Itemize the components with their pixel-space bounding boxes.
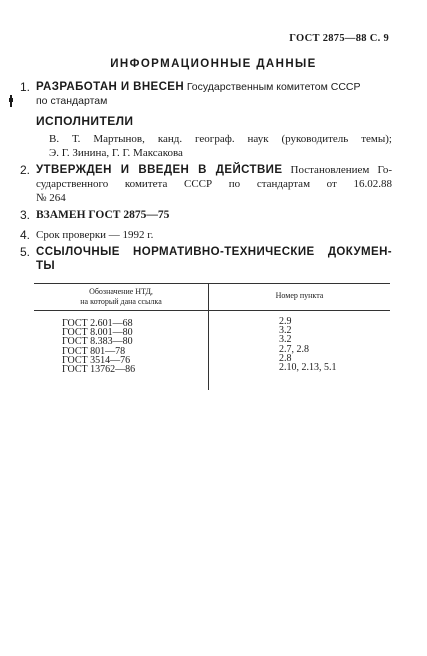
item-text: № 264	[36, 192, 66, 204]
reference-table	[34, 283, 390, 390]
item-number: 3.	[20, 208, 31, 222]
page-header: ГОСТ 2875—88 С. 9	[289, 33, 389, 44]
executors-line: Э. Г. Зинина, Г. Г. Максакова	[49, 147, 183, 159]
table-cell: 3.2	[279, 325, 292, 337]
table-column-document	[62, 319, 202, 374]
item-heading: ТЫ	[36, 260, 56, 272]
table-rule	[34, 310, 390, 311]
table-header-point: Номер пункта	[275, 291, 324, 300]
table-cell: ГОСТ 801—78	[62, 345, 126, 357]
item-number: 5.	[20, 245, 31, 259]
item-number: 1.	[20, 80, 31, 94]
info-executors	[20, 114, 392, 160]
table-cell: ГОСТ 8.383—80	[62, 336, 133, 348]
item-text: сударственного комитета СССР по стандартам от 16.02.88	[36, 178, 392, 190]
page-title: ИНФОРМАЦИОННЫЕ ДАННЫЕ	[110, 58, 317, 70]
table-cell: 2.9	[279, 316, 292, 327]
info-item-5	[20, 245, 392, 273]
margin-mark	[10, 95, 12, 107]
info-item-4	[20, 228, 392, 242]
item-heading: УТВЕРЖДЕН И ВВЕДЕН В ДЕЙСТВИЕ	[36, 164, 283, 176]
item-text: Срок проверки — 1992 г.	[36, 229, 154, 241]
table-cell: 2.10, 2.13, 5.1	[279, 361, 337, 373]
item-text: по стандартам	[36, 95, 108, 107]
table-cell: 3.2	[279, 334, 292, 346]
item-text: Государственным комитетом СССР	[186, 81, 361, 93]
info-item-1	[20, 80, 392, 108]
table-rule	[34, 283, 390, 284]
executors-line: В. Т. Мартынов, канд. географ. наук (руководитель темы);	[49, 133, 392, 145]
item-number: 4.	[20, 228, 31, 242]
table-cell: 2.7, 2.8	[279, 343, 309, 355]
item-heading: ВЗАМЕН ГОСТ 2875—75	[36, 209, 170, 221]
table-column-point	[279, 317, 389, 372]
table-cell: ГОСТ 2.601—68	[62, 318, 133, 329]
table-cell: 2.8	[279, 352, 292, 364]
item-heading: ССЫЛОЧНЫЕ НОРМАТИВНО-ТЕХНИЧЕСКИЕ ДОКУМЕН-	[36, 246, 392, 258]
executors-heading: ИСПОЛНИТЕЛИ	[36, 114, 134, 128]
table-cell: ГОСТ 13762—86	[62, 363, 136, 375]
table-cell: ГОСТ 3514—76	[62, 354, 131, 366]
item-heading: РАЗРАБОТАН И ВНЕСЕН	[36, 81, 185, 93]
table-cell: ГОСТ 8.001—80	[62, 327, 133, 339]
info-item-3	[20, 208, 392, 222]
info-item-2	[20, 163, 392, 205]
item-text: Постановлением Го-	[290, 164, 393, 176]
item-number: 2.	[20, 163, 31, 177]
table-header-document: Обозначение НТД, на который дана ссылка	[80, 287, 162, 306]
